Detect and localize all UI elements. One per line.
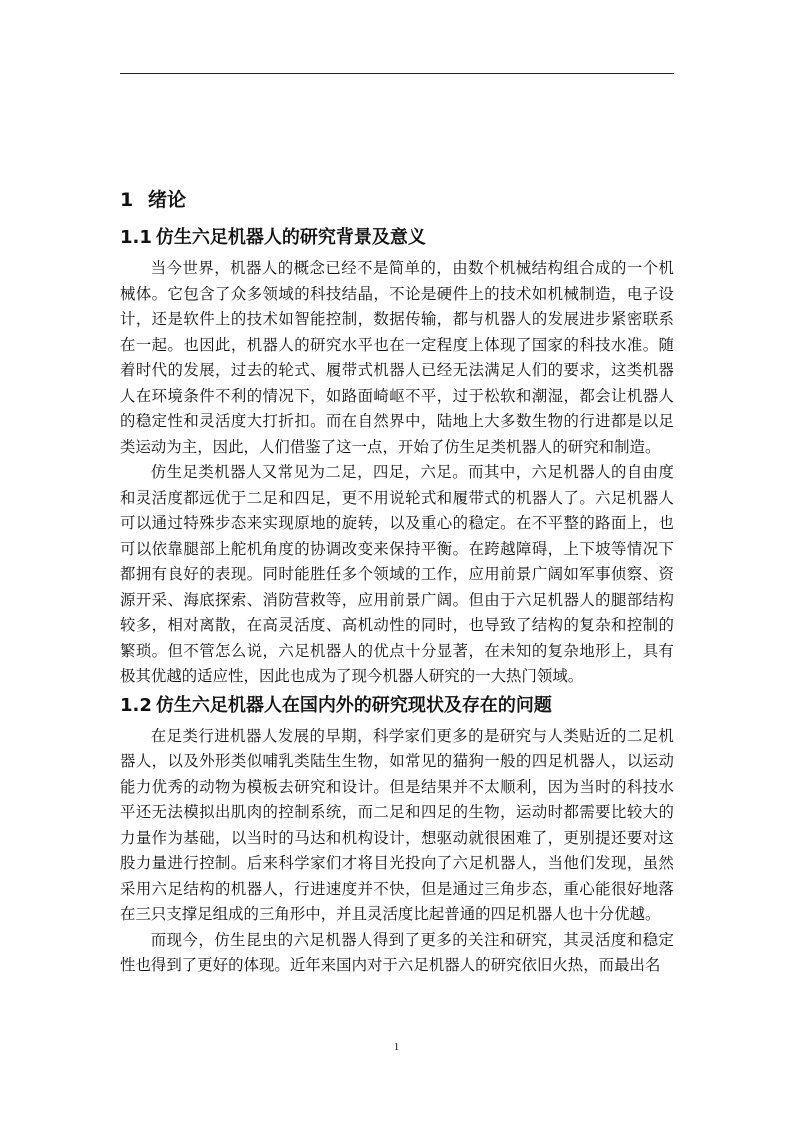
- body-paragraph: 仿生足类机器人又常见为二足，四足，六足。而其中，六足机器人的自由度和灵活度都远优于二足和四足，更不用说轮式和履带式的机器人了。六足机器人可以通过特殊步态来实现原地的旋转，以及重心的稳定。在不平整的路面上，也可以依靠腿部上舵机角度的协调改变来保持平衡。在跨越障碍，上下坡等情况下都拥有良好的表现。同时能胜任多个领域的工作，应用前景广阔如军事侦察、资源开采、海底探索、消防营救等，应用前景广阔。但由于六足机器人的腿部结构较多，相对离散，在高灵活度、高机动性的同时，也导致了结构的复杂和控制的繁琐。但不管怎么说，六足机器人的优点十分显著，在未知的复杂地形上，具有极其优越的适应性，因此也成为了现今机器人研究的一大热门领域。: [120, 463, 674, 685]
- section-title-1-2: [120, 692, 674, 720]
- body-paragraph: 当今世界，机器人的概念已经不是简单的，由数个机械结构组合成的一个机械体。它包含了众多领域的科技结晶，不论是硬件上的技术如机械制造，电子设计，还是软件上的技术如智能控制，数据传输，都与机器人的发展进步紧密联系在一起。也因此，机器人的研究水平也在一定程度上体现了国家的科技水准。随着时代的发展，过去的轮式、履带式机器人已经无法满足人们的要求，这类机器人在环境条件不利的情况下，如路面崎岖不平，过于松软和潮湿，都会让机器人的稳定性和灵活度大打折扣。而在自然界中，陆地上大多数生物的行进都是以足类运动为主，因此，人们借鉴了这一点，开始了仿生足类机器人的研究和制造。: [120, 259, 674, 456]
- chapter-number: 1: [120, 189, 134, 211]
- section-title-text: 仿生六足机器人在国内外的研究现状及存在的问题: [155, 694, 552, 716]
- chapter-title-text: 绪论: [148, 189, 187, 211]
- section-number: 1.1: [120, 227, 152, 248]
- section-number: 1.2: [120, 694, 152, 716]
- page-content: [120, 184, 674, 979]
- section-title-1-1: [120, 224, 674, 252]
- body-paragraph: 而现今，仿生昆虫的六足机器人得到了更多的关注和研究，其灵活度和稳定性也得到了更好的体现。近年来国内对于六足机器人的研究依旧火热，而最出名: [120, 930, 674, 974]
- chapter-title: [120, 184, 674, 216]
- section-title-text: 仿生六足机器人的研究背景及意义: [155, 227, 426, 248]
- page-number: 1: [393, 1041, 400, 1053]
- header-rule: [120, 73, 674, 74]
- body-paragraph: 在足类行进机器人发展的早期，科学家们更多的是研究与人类贴近的二足机器人，以及外形类似哺乳类陆生生物，如常见的猫狗一般的四足机器人，以运动能力优秀的动物为模板去研究和设计。但是结果并不太顺利，因为当时的科技水平还无法模拟出肌肉的控制系统，而二足和四足的生物，运动时都需要比较大的力量作为基础，以当时的马达和机构设计，想驱动就很困难了，更别提还要对这股力量进行控制。后来科学家们才将目光投向了六足机器人，当他们发现，虽然采用六足结构的机器人，行进速度并不快，但是通过三角步态，重心能很好地落在三只支撑足组成的三角形中，并且灵活度比起普通的四足机器人也十分优越。: [120, 726, 674, 923]
